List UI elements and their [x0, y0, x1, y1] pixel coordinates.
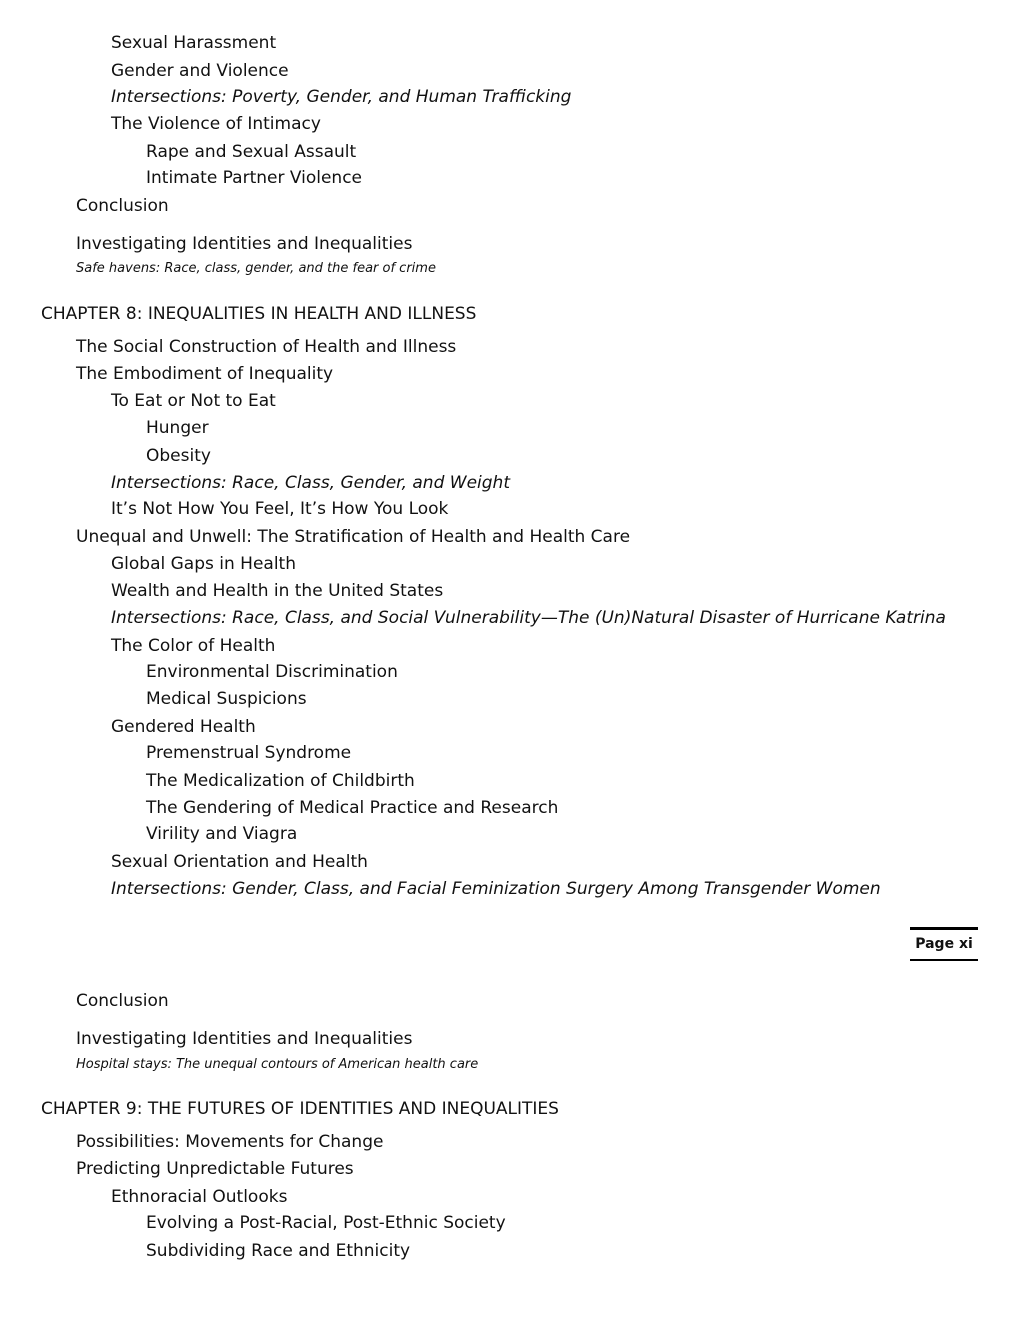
toc-item-conclusion[interactable]: Conclusion — [76, 991, 169, 1011]
toc-item-gendering-practice[interactable]: The Gendering of Medical Practice and Research — [146, 798, 559, 818]
toc-item-investigating-subtitle: Hospital stays: The unequal contours of American health care — [76, 1057, 479, 1072]
toc-item-intersections-katrina[interactable]: Intersections: Race, Class, and Social Vulnerability—The (Un)Natural Disaster of Hurricane Katrina — [111, 608, 946, 628]
toc-item-pms[interactable]: Premenstrual Syndrome — [146, 743, 352, 763]
toc-item-unequal-unwell[interactable]: Unequal and Unwell: The Stratification of Health and Health Care — [76, 527, 631, 547]
toc-item-investigating[interactable]: Investigating Identities and Inequalities — [76, 234, 413, 254]
toc-item-intersections-transgender[interactable]: Intersections: Gender, Class, and Facial Feminization Surgery Among Transgender Women — [111, 879, 881, 899]
chapter-heading[interactable]: CHAPTER 9: THE FUTURES OF IDENTITIES AND INEQUALITIES — [41, 1099, 559, 1119]
toc-item-color-of-health[interactable]: The Color of Health — [111, 636, 276, 656]
toc-item-medical-suspicions[interactable]: Medical Suspicions — [146, 689, 307, 709]
toc-item-childbirth[interactable]: The Medicalization of Childbirth — [146, 771, 415, 791]
toc-item-how-you-look[interactable]: It’s Not How You Feel, It’s How You Look — [111, 499, 449, 519]
toc-item-investigating[interactable]: Investigating Identities and Inequalities — [76, 1029, 413, 1049]
toc-item-subdividing[interactable]: Subdividing Race and Ethnicity — [146, 1241, 411, 1261]
toc-item-sexual-orientation[interactable]: Sexual Orientation and Health — [111, 852, 368, 872]
toc-item-post-racial[interactable]: Evolving a Post-Racial, Post-Ethnic Society — [146, 1213, 506, 1233]
toc-item-global-gaps[interactable]: Global Gaps in Health — [111, 554, 296, 574]
toc-item-possibilities[interactable]: Possibilities: Movements for Change — [76, 1132, 384, 1152]
toc-item-intimate-partner-violence[interactable]: Intimate Partner Violence — [146, 168, 363, 188]
toc-item-gendered-health[interactable]: Gendered Health — [111, 717, 256, 737]
toc-item-predicting[interactable]: Predicting Unpredictable Futures — [76, 1159, 354, 1179]
toc-item-to-eat[interactable]: To Eat or Not to Eat — [111, 391, 276, 411]
chapter-heading[interactable]: CHAPTER 8: INEQUALITIES IN HEALTH AND ILLNESS — [41, 304, 477, 324]
toc-item-violence-of-intimacy[interactable]: The Violence of Intimacy — [111, 114, 321, 134]
toc-item-rape-sexual-assault[interactable]: Rape and Sexual Assault — [146, 142, 357, 162]
toc-item-intersections-weight[interactable]: Intersections: Race, Class, Gender, and Weight — [111, 473, 510, 493]
toc-item-hunger[interactable]: Hunger — [146, 418, 209, 438]
toc-item-intersections-poverty[interactable]: Intersections: Poverty, Gender, and Human Trafficking — [111, 87, 572, 107]
toc-item-ethnoracial[interactable]: Ethnoracial Outlooks — [111, 1187, 288, 1207]
toc-item-wealth-health[interactable]: Wealth and Health in the United States — [111, 581, 444, 601]
toc-item-environmental[interactable]: Environmental Discrimination — [146, 662, 398, 682]
toc-item-obesity[interactable]: Obesity — [146, 446, 211, 466]
toc-item-gender-and-violence[interactable]: Gender and Violence — [111, 61, 289, 81]
page-marker: Page xi — [910, 927, 978, 961]
toc-item-embodiment[interactable]: The Embodiment of Inequality — [76, 364, 334, 384]
toc-item-investigating-subtitle: Safe havens: Race, class, gender, and the fear of crime — [76, 261, 436, 276]
toc-item-social-construction[interactable]: The Social Construction of Health and Illness — [76, 337, 457, 357]
toc-item-virility[interactable]: Virility and Viagra — [146, 824, 298, 844]
toc-item-sexual-harassment[interactable]: Sexual Harassment — [111, 33, 277, 53]
toc-item-conclusion[interactable]: Conclusion — [76, 196, 169, 216]
